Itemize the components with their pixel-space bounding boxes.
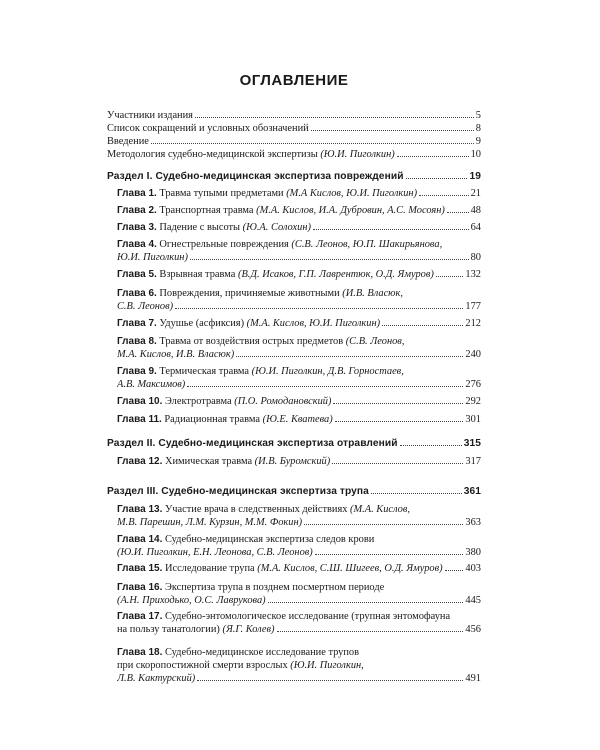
dot-leader <box>315 554 464 555</box>
chapter-title: Экспертиза трупа в позднем посмертном периоде <box>164 582 385 593</box>
toc-chapter-18[interactable] <box>107 647 481 685</box>
page-number: 19 <box>469 171 481 182</box>
page-number: 64 <box>470 222 481 233</box>
page-number: 48 <box>470 205 481 216</box>
dot-leader <box>332 463 463 464</box>
chapter-title: Исследование трупа <box>164 563 255 574</box>
chapter-label: Глава 2. <box>117 205 157 216</box>
toc-chapter-15[interactable] <box>107 563 481 576</box>
page-number: 5 <box>475 110 481 121</box>
toc-chapter-3[interactable] <box>107 222 481 235</box>
chapter-title: Судебно-энтомологическое исследование (трупная энтомофауна <box>164 611 451 622</box>
dot-leader <box>195 117 474 118</box>
dot-leader <box>406 178 468 179</box>
chapter-authors-cont: Ю.И. Пиголкин) <box>117 251 188 263</box>
section-label: Раздел II. Судебно-медицинская экспертиза отравлений <box>107 438 398 449</box>
chapter-title: Травма от воздействия острых предметов <box>159 336 344 347</box>
chapter-authors: (В.Д. Исаков, Г.П. Лаврентюк, О.Д. Ямуров) <box>238 269 434 280</box>
chapter-title: Радиационная травма <box>164 414 261 425</box>
chapter-authors: (Я.Г. Колев) <box>222 623 275 635</box>
chapter-authors: (Ю.И. Пиголкин, <box>290 659 364 671</box>
toc-chapter-13[interactable] <box>107 504 481 530</box>
chapter-label: Глава 1. <box>117 188 157 199</box>
chapter-label: Глава 15. <box>117 563 163 574</box>
chapter-label: Глава 8. <box>117 336 157 347</box>
page-number: 9 <box>475 136 481 147</box>
page-number: 8 <box>475 123 481 134</box>
dot-leader <box>382 325 463 326</box>
section-label: Раздел I. Судебно-медицинская экспертиза повреждений <box>107 171 404 182</box>
chapter-title: Судебно-медицинская экспертиза следов крови <box>164 534 375 545</box>
chapter-label: Глава 12. <box>117 456 163 467</box>
dot-leader <box>277 631 464 632</box>
entry-text: Список сокращений и условных обозначений <box>107 123 309 134</box>
chapter-authors: (М.А. Кислов, <box>350 504 410 515</box>
chapter-title: Огнестрельные повреждения <box>159 239 289 250</box>
chapter-label: Глава 3. <box>117 222 157 233</box>
dot-leader <box>447 212 469 213</box>
dot-leader <box>445 570 464 571</box>
dot-leader <box>419 195 469 196</box>
page-number: 445 <box>465 594 481 606</box>
chapter-title: Взрывная травма <box>159 269 236 280</box>
toc-section-2[interactable] <box>107 438 481 451</box>
chapter-authors: (М.А. Кислов, С.Ш. Шигеев, О.Д. Ямуров) <box>257 563 443 574</box>
toc-chapter-14[interactable] <box>107 534 481 560</box>
page-number: 212 <box>465 318 481 329</box>
entry-text: Участники издания <box>107 110 193 121</box>
chapter-authors: (Ю.Е. Кватева) <box>262 414 333 425</box>
toc-entry-introduction[interactable] <box>107 136 481 149</box>
dot-leader <box>313 229 469 230</box>
chapter-authors: (М.А. Кислов, И.А. Дубровин, А.С. Мосоян) <box>256 205 445 216</box>
dot-leader <box>190 259 469 260</box>
chapter-title: Химическая травма <box>164 456 253 467</box>
page-number: 292 <box>465 396 481 407</box>
dot-leader <box>436 276 464 277</box>
dot-leader <box>335 421 464 422</box>
chapter-label: Глава 4. <box>117 239 157 250</box>
toc-chapter-2[interactable] <box>107 205 481 218</box>
chapter-title-cont: при скоропостижной смерти взрослых <box>117 659 288 671</box>
toc-chapter-10[interactable] <box>107 396 481 409</box>
dot-leader <box>197 680 463 681</box>
page-number: 132 <box>465 269 481 280</box>
chapter-title: Повреждения, причиняемые животными <box>159 288 340 299</box>
toc-chapter-11[interactable] <box>107 414 481 427</box>
chapter-authors-cont: М.А. Кислов, И.В. Власюк) <box>117 348 235 360</box>
dot-leader <box>304 524 463 525</box>
chapter-title: Удушье (асфиксия) <box>159 318 245 329</box>
page-number: 276 <box>465 378 481 390</box>
page-number: 240 <box>465 348 481 360</box>
toc-chapter-16[interactable] <box>107 582 481 608</box>
page-number: 380 <box>465 546 481 558</box>
chapter-authors: (И.В. Буромский) <box>254 456 331 467</box>
dot-leader <box>268 602 464 603</box>
chapter-title: Транспортная травма <box>159 205 254 216</box>
chapter-authors: (Ю.А. Солохин) <box>242 222 311 233</box>
dot-leader <box>151 143 474 144</box>
chapter-authors: (Ю.И. Пиголкин, Е.Н. Леонова, С.В. Леонов) <box>117 546 313 558</box>
chapter-title: Судебно-медицинское исследование трупов <box>164 647 360 658</box>
chapter-authors: (И.В. Власюк, <box>342 288 403 299</box>
toc-section-1[interactable] <box>107 171 481 184</box>
toc-page <box>107 0 481 750</box>
chapter-label: Глава 14. <box>117 534 163 545</box>
page-number: 10 <box>470 149 481 160</box>
toc-chapter-17[interactable] <box>107 611 481 637</box>
chapter-authors: (С.В. Леонов, <box>345 336 405 347</box>
toc-chapter-8[interactable] <box>107 336 481 362</box>
chapter-title: Участие врача в следственных действиях <box>164 504 348 515</box>
chapter-label: Глава 7. <box>117 318 157 329</box>
chapter-authors: (А.Н. Приходько, О.С. Лаврукова) <box>117 594 266 606</box>
toc-chapter-1[interactable] <box>107 188 481 201</box>
chapter-label: Глава 18. <box>117 647 163 658</box>
dot-leader <box>397 156 469 157</box>
chapter-title: Термическая травма <box>159 366 250 377</box>
toc-chapter-5[interactable] <box>107 269 481 282</box>
page-number: 491 <box>465 672 481 684</box>
dot-leader <box>311 130 474 131</box>
chapter-label: Глава 5. <box>117 269 157 280</box>
chapter-label: Глава 16. <box>117 582 163 593</box>
chapter-label: Глава 13. <box>117 504 163 515</box>
chapter-title: Падение с высоты <box>159 222 241 233</box>
chapter-label: Глава 17. <box>117 611 163 622</box>
chapter-label: Глава 10. <box>117 396 163 407</box>
entry-authors: (Ю.И. Пиголкин) <box>320 149 395 160</box>
chapter-authors: (С.В. Леонов, Ю.П. Шакирьянова, <box>291 239 443 250</box>
chapter-authors-cont: С.В. Леонов) <box>117 300 174 312</box>
page-number: 80 <box>470 251 481 263</box>
toc-entry-participants[interactable] <box>107 110 481 123</box>
toc-chapter-6[interactable] <box>107 288 481 314</box>
page-number: 177 <box>465 300 481 312</box>
page-number: 21 <box>470 188 481 199</box>
chapter-authors: (Ю.И. Пиголкин, Д.В. Горностаев, <box>251 366 404 377</box>
toc-title: ОГЛАВЛЕНИЕ <box>239 72 349 89</box>
toc-chapter-9[interactable] <box>107 366 481 392</box>
section-label: Раздел III. Судебно-медицинская экспертиза трупа <box>107 486 369 497</box>
dot-leader <box>175 308 463 309</box>
chapter-authors-cont: А.В. Максимов) <box>117 378 186 390</box>
chapter-label: Глава 9. <box>117 366 157 377</box>
chapter-authors: (П.О. Ромодановский) <box>234 396 332 407</box>
chapter-authors: (М.А. Кислов, Ю.И. Пиголкин) <box>246 318 381 329</box>
chapter-title: Травма тупыми предметами <box>159 188 284 199</box>
chapter-title: Электротравма <box>164 396 232 407</box>
page-number: 315 <box>463 438 481 449</box>
entry-text: Введение <box>107 136 149 147</box>
toc-chapter-7[interactable] <box>107 318 481 331</box>
toc-chapter-12[interactable] <box>107 456 481 469</box>
dot-leader <box>333 403 463 404</box>
page-number: 403 <box>465 563 481 574</box>
page-number: 301 <box>465 414 481 425</box>
page-number: 317 <box>465 456 481 467</box>
page-number: 456 <box>465 623 481 635</box>
chapter-authors-cont: М.В. Парешин, Л.М. Курзин, М.М. Фокин) <box>117 516 303 528</box>
toc-entry-methodology[interactable] <box>107 149 481 162</box>
chapter-title-cont: на пользу танатологии) <box>117 623 220 635</box>
chapter-authors-cont: Л.В. Кактурский) <box>117 672 196 684</box>
chapter-label: Глава 11. <box>117 414 162 425</box>
page-number: 363 <box>465 516 481 528</box>
toc-entry-abbreviations[interactable] <box>107 123 481 136</box>
chapter-label: Глава 6. <box>117 288 157 299</box>
dot-leader <box>371 493 462 494</box>
entry-text: Методология судебно-медицинской экспертизы <box>107 149 318 160</box>
page-number: 361 <box>463 486 481 497</box>
toc-section-3[interactable] <box>107 486 481 499</box>
chapter-authors: (М.А Кислов, Ю.И. Пиголкин) <box>286 188 418 199</box>
dot-leader <box>236 356 463 357</box>
dot-leader <box>187 386 463 387</box>
dot-leader <box>400 445 462 446</box>
toc-chapter-4[interactable] <box>107 239 481 265</box>
